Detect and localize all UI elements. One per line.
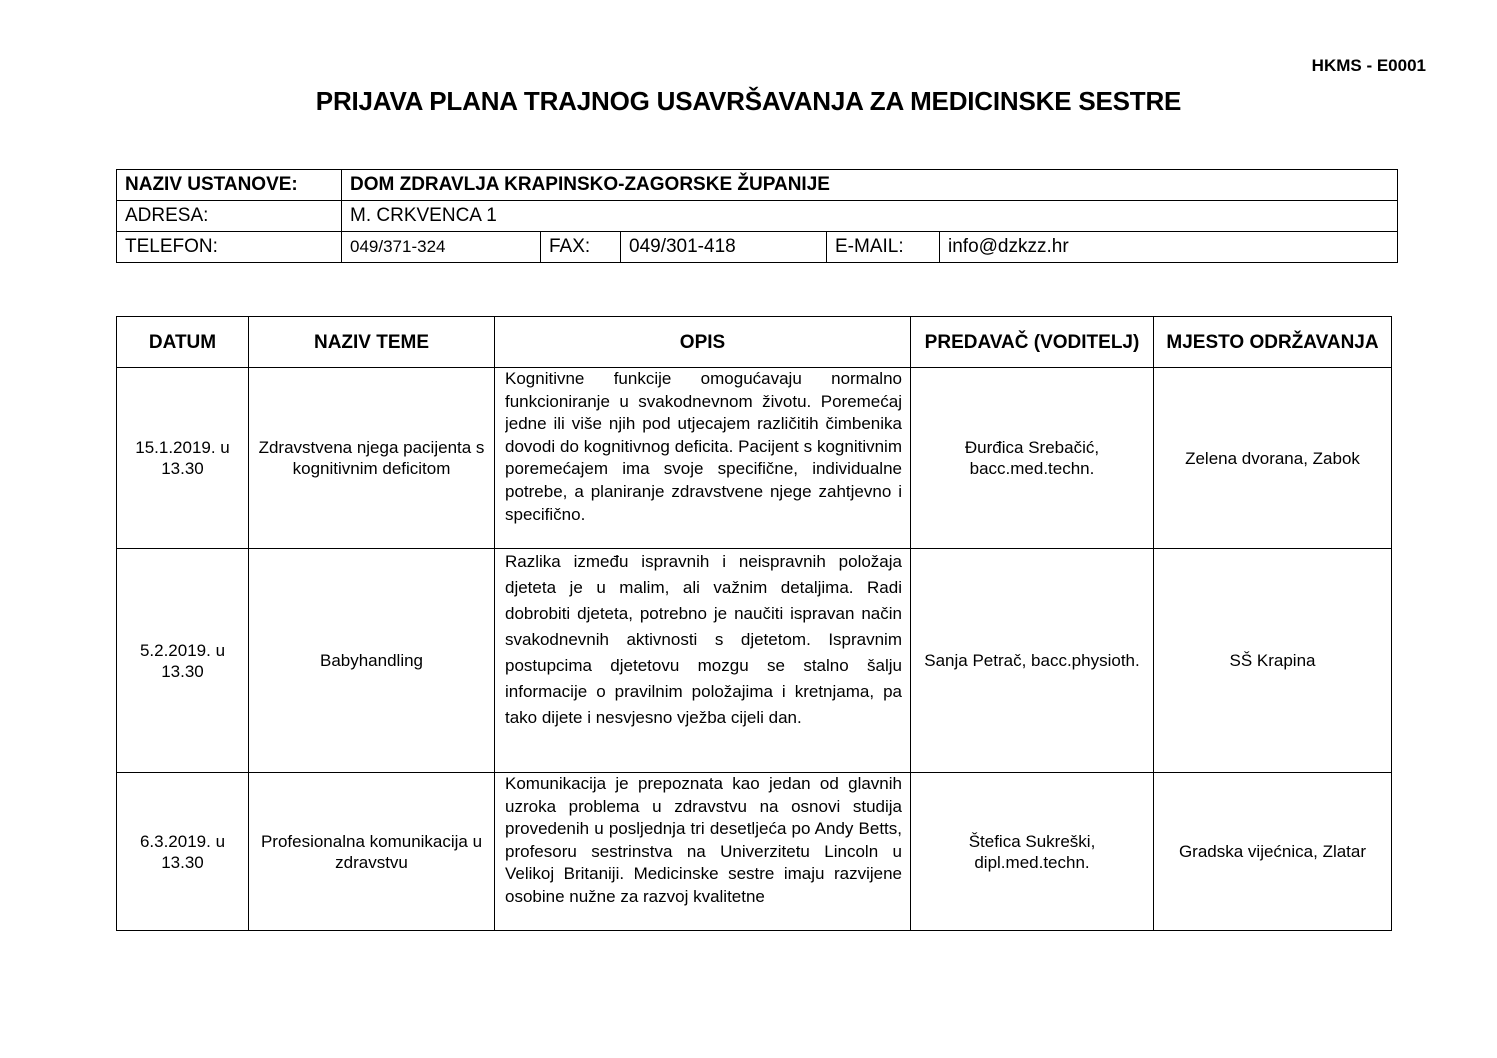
institution-name-label: NAZIV USTANOVE: (117, 170, 342, 201)
row-naziv-teme: Zdravstvena njega pacijenta s kognitivnim deficitom (249, 368, 495, 549)
row-mjesto: SŠ Krapina (1154, 549, 1392, 773)
header-datum: DATUM (117, 317, 249, 368)
fax-label: FAX: (541, 232, 621, 263)
header-mjesto: MJESTO ODRŽAVANJA (1154, 317, 1392, 368)
row-datum: 15.1.2019. u 13.30 (117, 368, 249, 549)
row-naziv-teme: Profesionalna komunikacija u zdravstvu (249, 773, 495, 931)
page-title: PRIJAVA PLANA TRAJNOG USAVRŠAVANJA ZA MEDICINSKE SESTRE (315, 86, 1182, 116)
phone-value: 049/371-324 (342, 232, 541, 263)
phone-label: TELEFON: (117, 232, 342, 263)
row-predavac: Đurđica Srebačić, bacc.med.techn. (911, 368, 1154, 549)
education-plan-table (116, 316, 1392, 931)
table-row (117, 773, 1392, 931)
institution-address-value: M. CRKVENCA 1 (342, 201, 1398, 232)
row-naziv-teme: Babyhandling (249, 549, 495, 773)
row-predavac: Štefica Sukreški, dipl.med.techn. (911, 773, 1154, 931)
institution-name-value: DOM ZDRAVLJA KRAPINSKO-ZAGORSKE ŽUPANIJE (342, 170, 1398, 201)
email-value: info@dzkzz.hr (940, 232, 1398, 263)
row-mjesto: Zelena dvorana, Zabok (1154, 368, 1392, 549)
row-mjesto: Gradska vijećnica, Zlatar (1154, 773, 1392, 931)
row-datum: 5.2.2019. u 13.30 (117, 549, 249, 773)
institution-name-row (117, 170, 1398, 201)
row-datum: 6.3.2019. u 13.30 (117, 773, 249, 931)
institution-address-row (117, 201, 1398, 232)
email-label: E-MAIL: (827, 232, 940, 263)
fax-value: 049/301-418 (621, 232, 827, 263)
row-opis: Kognitivne funkcije omogućavaju normalno funkcioniranje u svakodnevnom životu. Poremećaj jedne ili više njih pod utjecajem različitih čimbenika dovodi do kognitivnog deficita. Pacijent s kognitivnim poremećajem ima svoje specifične, individualne potrebe, a planiranje zdravstvene njege zahtjevno i specifično. (495, 368, 911, 549)
table-row (117, 368, 1392, 549)
row-opis: Razlika između ispravnih i neispravnih položaja djeteta je u malim, ali važnim detaljima. Radi dobrobiti djeteta, potrebno je naučiti ispravan način svakodnevnih aktivnosti s djetetom. Ispravnim postupcima djetetovu mozgu se stalno šalju informacije o pravilnim položajima i kretnjama, pa tako dijete i nesvjesno vježba cijeli dan. (495, 549, 911, 773)
row-predavac: Sanja Petrač, bacc.physioth. (911, 549, 1154, 773)
header-naziv-teme: NAZIV TEME (249, 317, 495, 368)
institution-info-table (116, 169, 1398, 263)
table-header-row (117, 317, 1392, 368)
header-opis: OPIS (495, 317, 911, 368)
header-predavac: PREDAVAČ (VODITELJ) (911, 317, 1154, 368)
table-row (117, 549, 1392, 773)
form-code: HKMS - E0001 (1311, 56, 1426, 75)
row-opis: Komunikacija je prepoznata kao jedan od glavnih uzroka problema u zdravstvu na osnovi studija provedenih u posljednja tri desetljeća po Andy Betts, profesoru sestrinstva na Univerzitetu Lincoln u Velikoj Britaniji. Medicinske sestre imaju razvijene osobine nužne za razvoj kvalitetne (495, 773, 911, 931)
institution-contact-row (117, 232, 1398, 263)
institution-address-label: ADRESA: (117, 201, 342, 232)
